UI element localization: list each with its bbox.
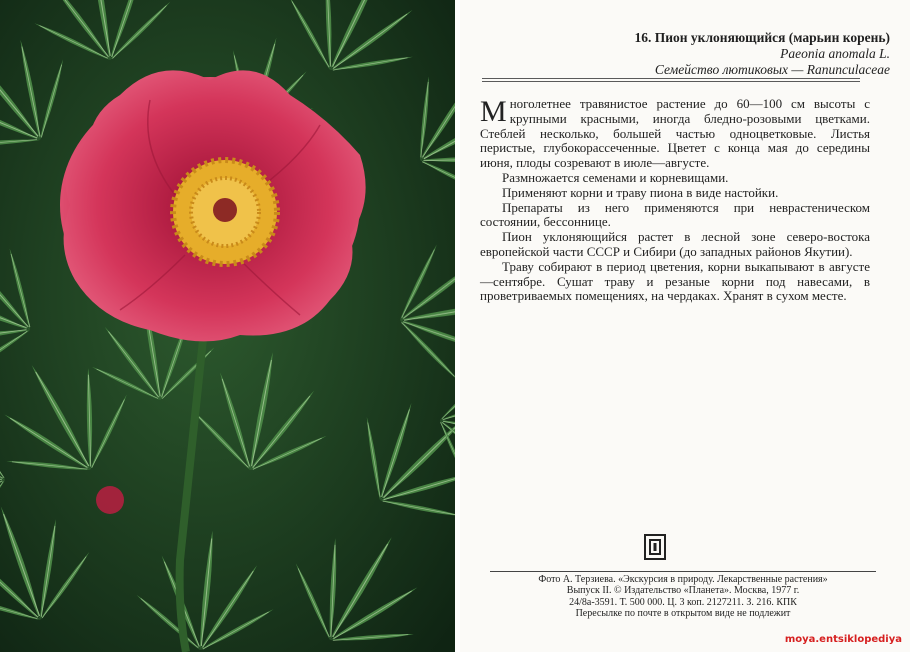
- latin-name: Paeonia anomala L.: [780, 46, 890, 61]
- text-page: [460, 0, 910, 652]
- heading-divider: [482, 78, 860, 82]
- imprint-divider: [490, 571, 876, 572]
- description-text: [480, 97, 870, 304]
- publisher-logo-icon: [643, 533, 667, 561]
- imprint-line: Фото А. Терзиева. «Экскурсия в природу. Лекарственные растения»: [538, 574, 828, 585]
- imprint-line: Пересылке по почте в открытом виде не подлежит: [575, 607, 791, 619]
- description-paragraph: [480, 97, 870, 171]
- description-paragraph: Пион уклоняющийся растет в лесной зоне северо-востока европейской части СССР и Сибири (до западных районов Якутии).: [480, 229, 870, 259]
- drop-cap: М: [480, 95, 507, 128]
- paragraph-text: ноголетнее травянистое растение до 60—100 см высоты с крупными красными, иногда бледно-розовыми цветками. Стеблей несколько, большей частью одноцветковые. Листья перистые, глубокорассеченные. Цветет с конца мая до середины июня, плоды созревают в июле—августе.: [480, 96, 870, 171]
- plant-title: 16. Пион уклоняющийся (марьин корень): [634, 30, 890, 45]
- description-paragraph: Размножается семенами и корневищами.: [502, 169, 729, 185]
- plant-heading: [470, 30, 890, 78]
- description-paragraph: Траву собирают в период цветения, корни выкапывают в августе—сентябре. Сушат траву и резаные корни под навесами, в проветриваемых помещениях, на чердаках. Хранят в сухом месте.: [480, 258, 870, 304]
- description-paragraph: Препараты из него применяются при неврастеническом состоянии, бессоннице.: [480, 199, 870, 230]
- imprint: [495, 574, 871, 619]
- imprint-line: Выпуск II. © Издательство «Планета». Москва, 1977 г.: [566, 585, 800, 597]
- plant-family: Семейство лютиковых — Ranunculaceae: [654, 62, 890, 77]
- watermark: moya.entsiklopediya: [784, 634, 902, 645]
- description-paragraph: Применяют корни и траву пиона в виде настойки.: [502, 184, 779, 200]
- imprint-line: 24/8а-3591. Т. 500 000. Ц. 3 коп. 2127211. З. 216. КПК: [569, 596, 797, 608]
